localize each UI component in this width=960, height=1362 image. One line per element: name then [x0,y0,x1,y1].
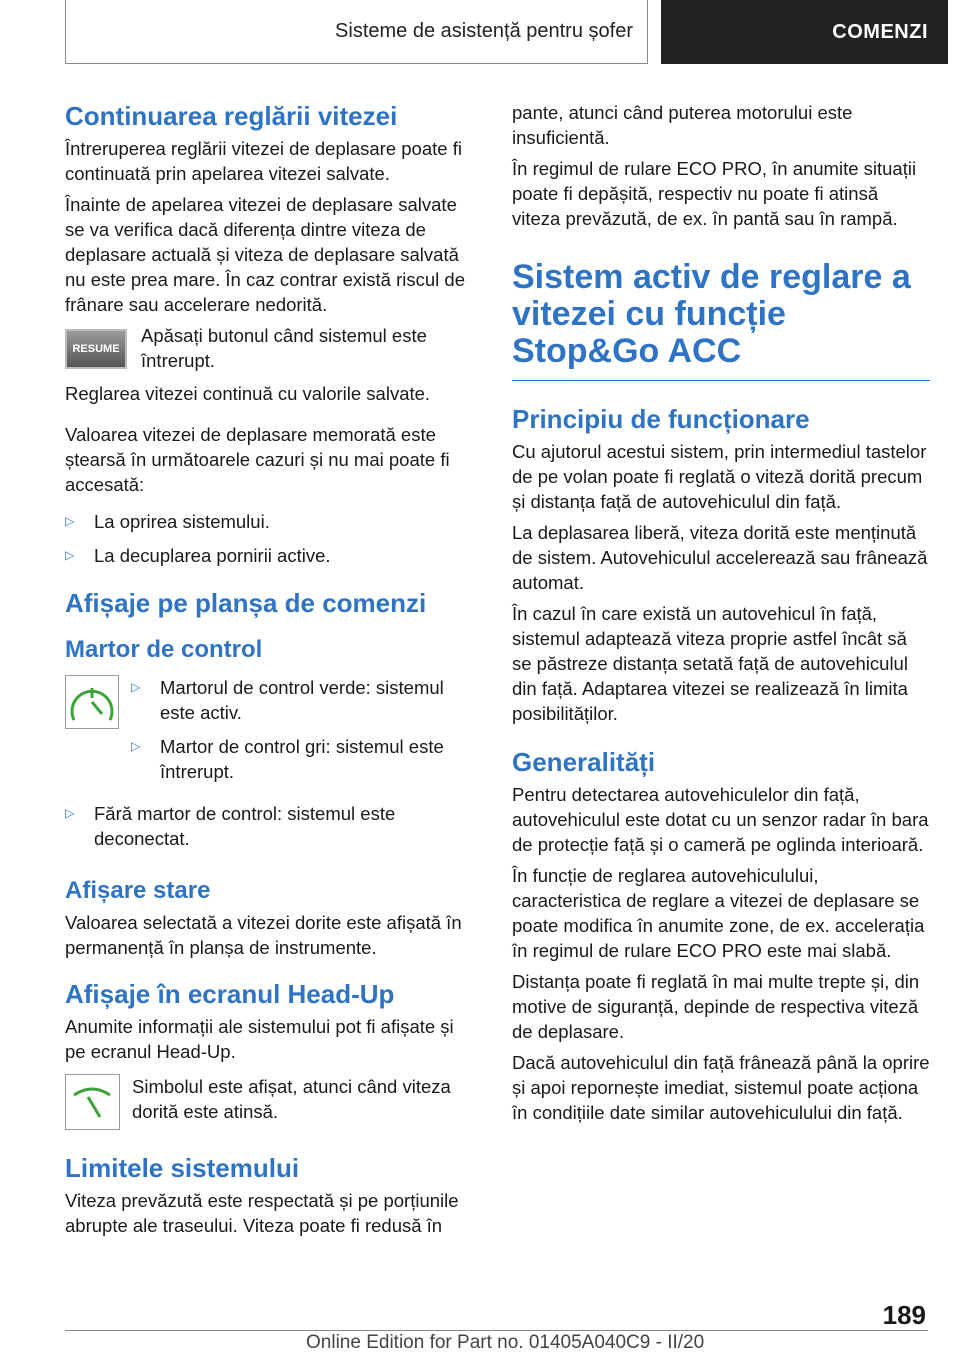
paragraph: pante, atunci când puterea motorului este insuficientă. [512,102,853,148]
list-item: ▷ La decuplarea pornirii active. [65,545,331,566]
headup-row [65,1074,477,1130]
paragraph: Valoarea selectată a vitezei dorite este afișată în permanență în planșa de instrumente. [65,912,462,958]
list-item: ▷ Martorul de control verde: sistemul este activ. [131,677,444,723]
paragraph: Întreruperea reglării vitezei de deplasare poate fi continuată prin apelarea vitezei salvate. [65,138,462,184]
page-number: 189 [882,1300,926,1330]
paragraph: Simbolul este afișat, atunci când viteza dorită este atinsă. [132,1076,451,1122]
paragraph: Reglarea vitezei continuă cu valorile salvate. [65,383,431,404]
heading-continuare: Continuarea reglării vitezei [65,101,398,131]
footer-divider [65,1330,928,1331]
heading-limite: Limitele sistemului [65,1153,300,1183]
heading-sistem-acc: Sistem activ de reglare a vitezei cu funcție Stop&Go ACC [512,258,911,370]
paragraph: În cazul în care există un autovehicul în față, sistemul adaptează viteza proprie astfel încât să se păstreze distanța setată față de autovehiculul din față. Adaptarea vitezei se realizează în limita posibilităților. [512,603,908,724]
bullet-triangle-icon: ▷ [131,739,141,753]
heading-headup: Afișaje în ecranul Head-Up [65,979,395,1009]
paragraph: Pentru detectarea autovehiculelor din față, autovehiculul este dotat cu un senzor radar în bara de protecție față și o cameră pe oglinda interioară. [512,784,929,855]
speedometer-indicator-icon [65,675,119,729]
paragraph: Dacă autovehiculul din față frânează până la oprire și apoi repornește imediat, sistemul poate acționa în condițiile date similar autovehiculului din față. [512,1052,930,1123]
paragraph: În regimul de rulare ECO PRO, în anumite situații poate fi depășită, respectiv nu poate fi atinsă viteza prevăzută, de ex. în pantă sau în rampă. [512,158,917,229]
paragraph: Distanța poate fi reglată în mai multe trepte și, din motive de siguranță, depinde de respectiva viteză de deplasare. [512,971,920,1042]
bullet-triangle-icon: ▷ [131,680,141,694]
paragraph: La deplasarea liberă, viteza dorită este menținută de sistem. Autovehiculul accelerează sau frânează automat. [512,522,928,593]
paragraph: Anumite informații ale sistemului pot fi afișate și pe ecranul Head-Up. [65,1016,454,1062]
paragraph: Viteza prevăzută este respectată și pe porțiunile abrupte ale traseului. Viteza poate fi redusă în [65,1190,459,1236]
bullet-triangle-icon: ▷ [65,548,75,562]
paragraph: Cu ajutorul acestui sistem, prin intermediul tastelor de pe volan poate fi reglată o viteză dorită precum și distanța față de autovehiculul din față. [512,441,927,512]
resume-row [65,323,477,373]
paragraph: Valoarea vitezei de deplasare memorată este ștearsă în următoarele cazuri și nu mai poate fi accesată: [65,424,450,495]
heading-generalitati: Generalități [512,747,656,777]
bullet-triangle-icon: ▷ [65,806,75,820]
header-section-title: Sisteme de asistență pentru șofer [65,0,648,64]
paragraph: Apăsați butonul când sistemul este întrerupt. [141,325,427,371]
bullet-triangle-icon: ▷ [65,514,75,528]
heading-martor: Martor de control [65,636,263,663]
title-divider [512,380,930,381]
resume-button-icon: RESUME [65,329,127,369]
paragraph: În funcție de reglarea autovehiculului, caracteristica de reglare a vitezei de deplasare se poate modifica în anumite zone, de ex. accelerația în regimul de rulare ECO PRO este mai slabă. [512,865,925,961]
heading-afisaje: Afișaje pe planșa de comenzi [65,588,427,618]
left-column [65,100,477,1244]
list-item: ▷ La oprirea sistemului. [65,511,270,532]
list-item: ▷ Fără martor de control: sistemul este deconectat. [65,803,396,849]
footer-edition: Online Edition for Part no. 01405A040C9 - II/20 [306,1332,705,1353]
header-chapter-tab[interactable]: COMENZI [661,0,948,64]
paragraph: Înainte de apelarea vitezei de deplasare salvate se va verifica dacă diferența dintre viteza de deplasare actuală și viteza de deplasare salvată nu este prea mare. În caz contrar există riscul de frânare sau accelerare nedorită. [65,194,465,315]
right-column [512,100,930,1131]
head-up-speed-icon [65,1074,120,1130]
list-item: ▷ Martor de control gri: sistemul este întrerupt. [131,736,444,782]
martor-row [65,675,477,793]
heading-afisare-stare: Afișare stare [65,877,211,904]
heading-principiu: Principiu de funcționare [512,404,810,434]
